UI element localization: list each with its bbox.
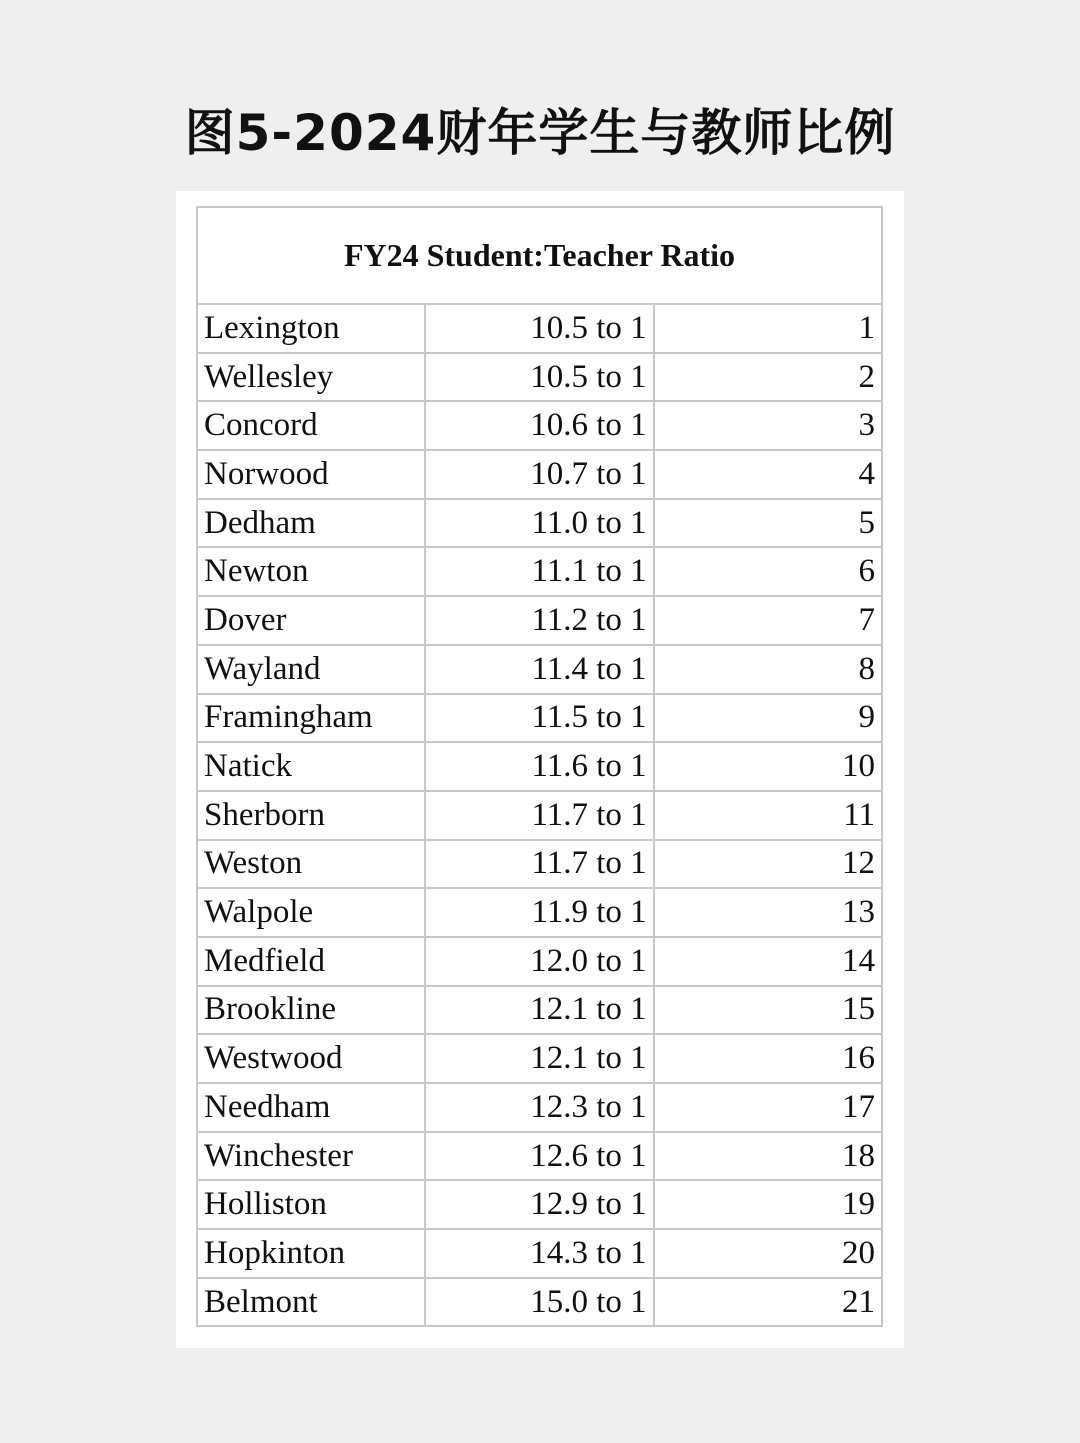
town-name-cell: Norwood <box>197 450 425 499</box>
town-name-cell: Brookline <box>197 986 425 1035</box>
table-row <box>197 450 882 499</box>
rank-cell: 4 <box>654 450 882 499</box>
ratio-cell: 11.9 to 1 <box>425 888 653 937</box>
table-row <box>197 1083 882 1132</box>
table-row <box>197 694 882 743</box>
table-row <box>197 840 882 889</box>
ratio-cell: 10.5 to 1 <box>425 304 653 353</box>
town-name-cell: Natick <box>197 742 425 791</box>
town-name-cell: Weston <box>197 840 425 889</box>
ratio-cell: 12.6 to 1 <box>425 1132 653 1181</box>
rank-cell: 11 <box>654 791 882 840</box>
rank-cell: 5 <box>654 499 882 548</box>
rank-cell: 7 <box>654 596 882 645</box>
ratio-cell: 11.1 to 1 <box>425 547 653 596</box>
ratio-cell: 14.3 to 1 <box>425 1229 653 1278</box>
town-name-cell: Dedham <box>197 499 425 548</box>
table-image-card <box>176 191 904 1348</box>
table-row <box>197 986 882 1035</box>
town-name-cell: Wellesley <box>197 353 425 402</box>
table-body <box>197 304 882 1326</box>
ratio-cell: 12.9 to 1 <box>425 1180 653 1229</box>
town-name-cell: Needham <box>197 1083 425 1132</box>
town-name-cell: Dover <box>197 596 425 645</box>
rank-cell: 1 <box>654 304 882 353</box>
town-name-cell: Medfield <box>197 937 425 986</box>
table-caption: FY24 Student:Teacher Ratio <box>197 207 882 304</box>
town-name-cell: Newton <box>197 547 425 596</box>
town-name-cell: Wayland <box>197 645 425 694</box>
ratio-cell: 11.2 to 1 <box>425 596 653 645</box>
rank-cell: 8 <box>654 645 882 694</box>
student-teacher-ratio-table <box>196 206 883 1327</box>
table-row <box>197 791 882 840</box>
town-name-cell: Framingham <box>197 694 425 743</box>
town-name-cell: Sherborn <box>197 791 425 840</box>
ratio-cell: 10.5 to 1 <box>425 353 653 402</box>
table-row <box>197 304 882 353</box>
town-name-cell: Concord <box>197 401 425 450</box>
rank-cell: 16 <box>654 1034 882 1083</box>
table-row <box>197 742 882 791</box>
table-caption-row <box>197 207 882 304</box>
ratio-cell: 11.0 to 1 <box>425 499 653 548</box>
ratio-cell: 12.1 to 1 <box>425 1034 653 1083</box>
ratio-cell: 11.7 to 1 <box>425 840 653 889</box>
ratio-cell: 10.6 to 1 <box>425 401 653 450</box>
rank-cell: 19 <box>654 1180 882 1229</box>
ratio-cell: 11.4 to 1 <box>425 645 653 694</box>
town-name-cell: Westwood <box>197 1034 425 1083</box>
ratio-cell: 11.6 to 1 <box>425 742 653 791</box>
town-name-cell: Hopkinton <box>197 1229 425 1278</box>
table-row <box>197 499 882 548</box>
ratio-cell: 10.7 to 1 <box>425 450 653 499</box>
ratio-cell: 12.3 to 1 <box>425 1083 653 1132</box>
rank-cell: 13 <box>654 888 882 937</box>
rank-cell: 18 <box>654 1132 882 1181</box>
ratio-cell: 15.0 to 1 <box>425 1278 653 1327</box>
rank-cell: 20 <box>654 1229 882 1278</box>
table-row <box>197 645 882 694</box>
page-title: 图5-2024财年学生与教师比例 <box>184 104 896 162</box>
ratio-cell: 11.5 to 1 <box>425 694 653 743</box>
table-row <box>197 1180 882 1229</box>
rank-cell: 15 <box>654 986 882 1035</box>
table-row <box>197 1132 882 1181</box>
rank-cell: 10 <box>654 742 882 791</box>
town-name-cell: Walpole <box>197 888 425 937</box>
ratio-cell: 11.7 to 1 <box>425 791 653 840</box>
table-row <box>197 596 882 645</box>
table-row <box>197 1034 882 1083</box>
table-row <box>197 1278 882 1327</box>
rank-cell: 14 <box>654 937 882 986</box>
town-name-cell: Winchester <box>197 1132 425 1181</box>
table-row <box>197 353 882 402</box>
table-row <box>197 937 882 986</box>
rank-cell: 2 <box>654 353 882 402</box>
rank-cell: 12 <box>654 840 882 889</box>
ratio-cell: 12.1 to 1 <box>425 986 653 1035</box>
town-name-cell: Lexington <box>197 304 425 353</box>
rank-cell: 3 <box>654 401 882 450</box>
rank-cell: 9 <box>654 694 882 743</box>
town-name-cell: Belmont <box>197 1278 425 1327</box>
table-row <box>197 401 882 450</box>
table-row <box>197 547 882 596</box>
town-name-cell: Holliston <box>197 1180 425 1229</box>
table-row <box>197 1229 882 1278</box>
table-row <box>197 888 882 937</box>
ratio-cell: 12.0 to 1 <box>425 937 653 986</box>
rank-cell: 17 <box>654 1083 882 1132</box>
rank-cell: 6 <box>654 547 882 596</box>
rank-cell: 21 <box>654 1278 882 1327</box>
